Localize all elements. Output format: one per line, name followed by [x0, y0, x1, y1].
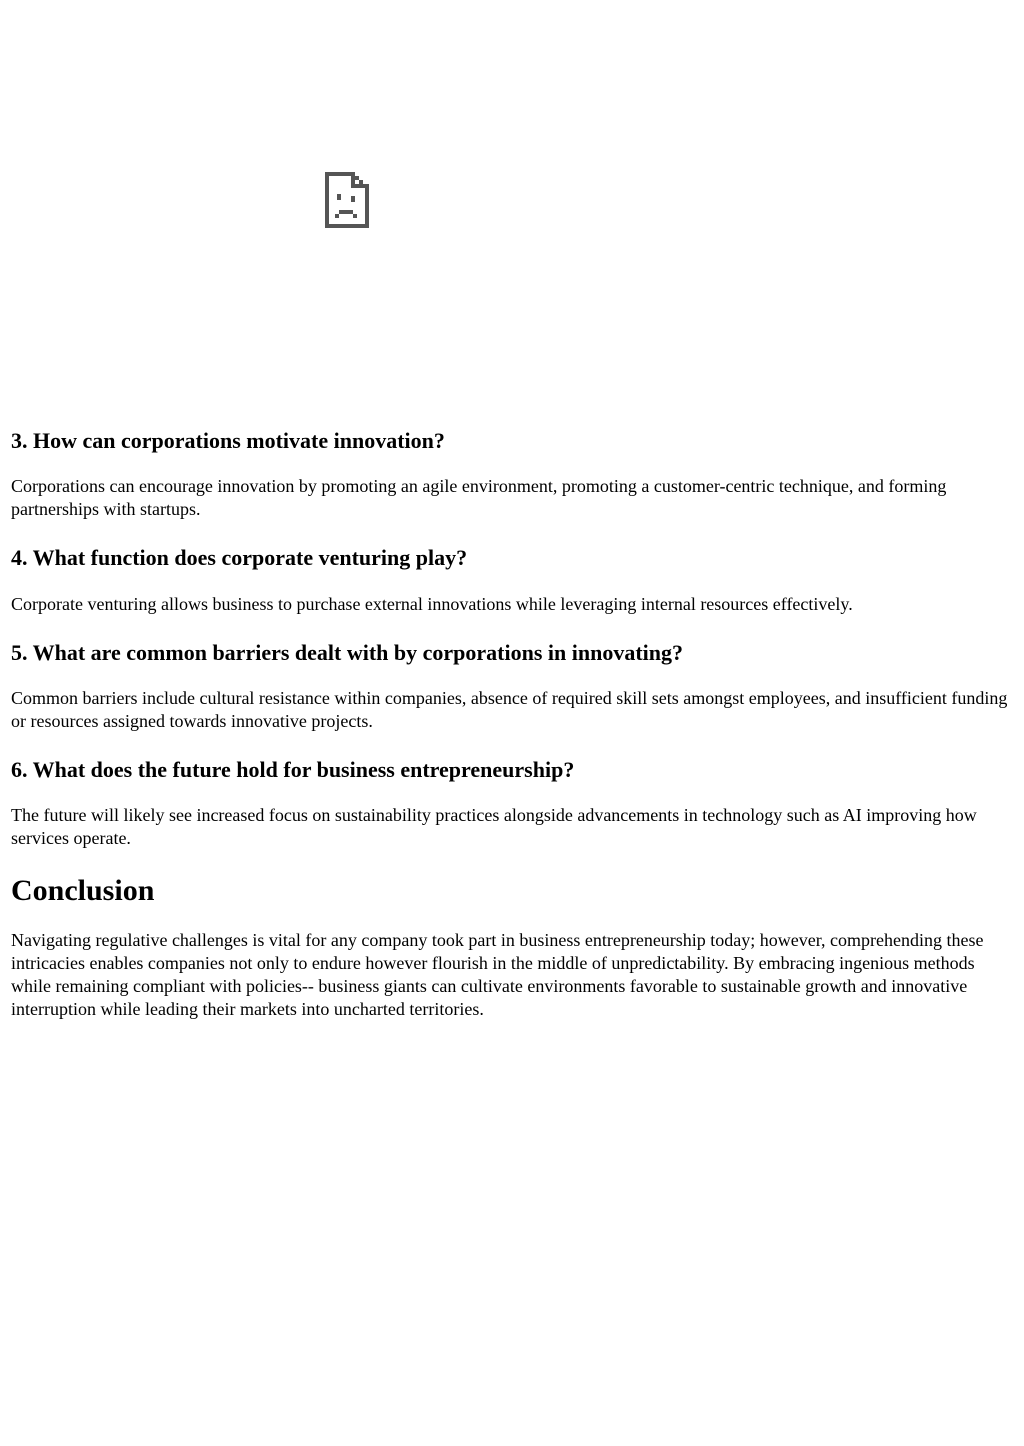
faq-question: 3. How can corporations motivate innovation? [11, 428, 445, 453]
page-content [11, 0, 1016, 1019]
faq-answer: Common barriers include cultural resistance within companies, absence of required skill sets amongst employees, and insufficient funding or resources assigned towards innovative projects. [11, 687, 1008, 731]
faq-section [11, 428, 1016, 1045]
conclusion-heading: Conclusion [11, 874, 155, 908]
faq-question: 5. What are common barriers dealt with by corporations in innovating? [11, 639, 684, 665]
conclusion-paragraph: Navigating regulative challenges is vital for any company took part in business entrepreneurship today; however, comprehending these intricacies enables companies not only to endure however flourish in the middle of unpredictability. By embracing ingenious methods while remaining compliant with policies-- business giants can cultivate environments favorable to sustainable growth and innovative interruption while leading their markets into uncharted territories. [11, 929, 984, 1019]
faq-answer: Corporate venturing allows business to purchase external innovations while leveraging internal resources effectively. [11, 593, 853, 614]
faq-question: 6. What does the future hold for business entrepreneurship? [11, 756, 575, 782]
broken-embedded-frame [11, 0, 1016, 410]
faq-question: 4. What function does corporate venturing play? [11, 545, 468, 571]
broken-document-icon [325, 172, 369, 228]
faq-answer: Corporations can encourage innovation by promoting an agile environment, promoting a customer-centric technique, and forming partnerships with startups. [11, 476, 947, 520]
faq-answer: The future will likely see increased focus on sustainability practices alongside advancements in technology such as AI improving how services operate. [11, 805, 977, 849]
